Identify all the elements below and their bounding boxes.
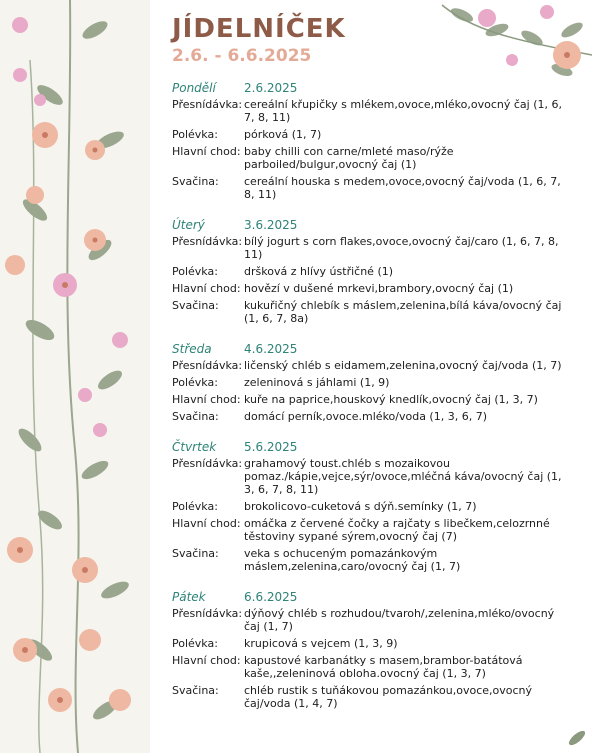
day-name: Pátek [172,590,206,604]
date-range: 2.6. - 6.6.2025 [172,46,312,66]
meal-row [172,517,562,543]
day-name: Čtvrtek [172,440,217,454]
meal-label: Hlavní chod: [172,654,241,667]
meal-text: kukuřičný chlebík s máslem,zelenina,bílá káva/ovocný čaj (1, 6, 7, 8a) [244,299,562,325]
meal-text: dýňový chléb s rozhudou/tvaroh/,zelenina,mléko/ovocný čaj (1, 7) [244,607,555,633]
meal-row [172,145,562,171]
day-date: 3.6.2025 [244,218,298,232]
day-thursday [172,439,562,573]
meal-text: cereální houska s medem,ovoce,ovocný čaj/voda (1, 6, 7, 8, 11) [244,175,561,201]
meal-text: zeleninová s jáhlami (1, 9) [244,376,390,389]
day-heading [172,217,562,232]
meal-row [172,410,562,423]
meal-text: baby chilli con carne/mleté maso/rýže parboiled/bulgur,ovocný čaj (1) [244,145,454,171]
meal-text: kapustové karbanátky s masem,brambor-batátová kaše,,zeleninová obloha.ovocný čaj (1, 3, 7) [244,654,523,680]
day-tuesday [172,217,562,325]
day-wednesday [172,341,562,423]
meal-row [172,393,562,406]
meal-row [172,637,562,650]
meal-label: Polévka: [172,637,218,650]
day-date: 5.6.2025 [244,440,298,454]
meal-text: pórková (1, 7) [244,128,322,141]
meal-text: chléb rustik s tuňákovou pomazánkou,ovoce,ovocný čaj/voda (1, 4, 7) [244,684,533,710]
meal-row [172,684,562,710]
meal-row [172,282,562,295]
meal-text: veka s ochuceným pomazánkovým máslem,zelenina,caro/ovocný čaj (1, 7) [244,547,461,573]
weekly-menu [172,80,562,726]
meal-text: krupicová s vejcem (1, 3, 9) [244,637,398,650]
meal-label: Svačina: [172,299,219,312]
meal-text: brokolicovo-cuketová s dýň.semínky (1, 7) [244,500,477,513]
meal-row [172,175,562,201]
meal-label: Svačina: [172,684,219,697]
meal-row [172,654,562,680]
meal-row [172,500,562,513]
meal-text: bílý jogurt s corn flakes,ovoce,ovocný čaj/caro (1, 6, 7, 8, 11) [244,235,559,261]
meal-label: Přesnídávka: [172,457,243,470]
floral-decoration-left [0,0,150,753]
meal-text: omáčka z červené čočky a rajčaty s libečkem,celozrnné těstoviny sypané sýrem,ovocný čaj (7) [244,517,550,543]
meal-label: Hlavní chod: [172,393,241,406]
page-title: JÍDELNÍČEK [172,14,346,44]
meal-row [172,547,562,573]
meal-text: hovězí v dušené mrkevi,brambory,ovocný čaj (1) [244,282,514,295]
meal-row [172,265,562,278]
meal-label: Hlavní chod: [172,517,241,530]
day-date: 6.6.2025 [244,590,298,604]
day-heading [172,80,562,95]
meal-label: Svačina: [172,175,219,188]
meal-row [172,299,562,325]
day-heading [172,341,562,356]
meal-text: domácí perník,ovoce.mléko/voda (1, 3, 6, 7) [244,410,487,423]
meal-label: Polévka: [172,500,218,513]
meal-text: dršková z hlívy ústřičné (1) [244,265,394,278]
meal-label: Svačina: [172,547,219,560]
day-name: Úterý [172,218,205,232]
meal-label: Hlavní chod: [172,282,241,295]
meal-label: Polévka: [172,265,218,278]
meal-row [172,376,562,389]
meal-text: kuře na paprice,houskový knedlík,ovocný čaj (1, 3, 7) [244,393,538,406]
meal-text: grahamový toust.chléb s mozaikovou pomaz./kápie,vejce,sýr/ovoce,mléčná káva/ovocný čaj (1, 3, 6, 7, 8, 11) [244,457,562,496]
meal-row [172,98,562,124]
meal-label: Polévka: [172,376,218,389]
day-date: 4.6.2025 [244,342,298,356]
day-date: 2.6.2025 [244,81,298,95]
day-heading [172,439,562,454]
meal-label: Přesnídávka: [172,98,243,111]
meal-label: Polévka: [172,128,218,141]
meal-label: Hlavní chod: [172,145,241,158]
day-heading [172,589,562,604]
meal-row [172,359,562,372]
day-monday [172,80,562,201]
meal-label: Přesnídávka: [172,359,243,372]
meal-row [172,607,562,633]
meal-text: cereální křupičky s mlékem,ovoce,mléko,ovocný čaj (1, 6, 7, 8, 11) [244,98,562,124]
day-name: Pondělí [172,81,216,95]
meal-label: Přesnídávka: [172,607,243,620]
meal-text: ličenský chléb s eidamem,zelenina,ovocný čaj/voda (1, 7) [244,359,562,372]
day-name: Středa [172,342,212,356]
meal-row [172,457,562,496]
meal-label: Svačina: [172,410,219,423]
meal-row [172,128,562,141]
day-friday [172,589,562,710]
meal-label: Přesnídávka: [172,235,243,248]
meal-row [172,235,562,261]
